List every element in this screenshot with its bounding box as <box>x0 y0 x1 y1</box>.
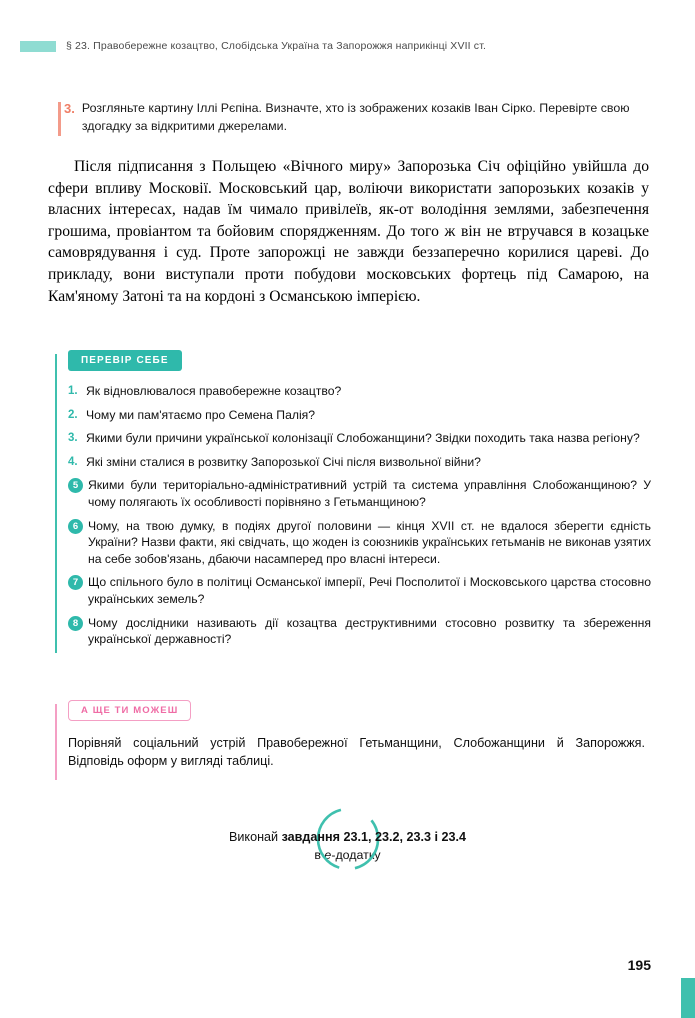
check-yourself-question-list <box>48 383 651 648</box>
check-yourself-tag: ПЕРЕВІР СЕБЕ <box>68 350 182 371</box>
footer-callout <box>0 806 695 864</box>
task-text: Розгляньте картину Іллі Рєпіна. Визначте, хто із зображених козаків Іван Сірко. Перевірте свою здогадку за відкритими джерелами. <box>81 101 630 133</box>
footer-callout-tasks: завдання 23.1, 23.2, 23.3 і 23.4 <box>281 830 467 844</box>
more-section <box>48 700 651 770</box>
running-head <box>20 40 655 52</box>
question-text: Чому дослідники називають дії козацтва деструктивними стосовно розвитку та збереження української державності? <box>88 615 651 647</box>
question-number: 7 <box>68 575 83 590</box>
page-number: 195 <box>627 957 651 973</box>
corner-bar-decoration <box>681 978 695 1018</box>
question-item <box>48 383 651 400</box>
question-item <box>48 407 651 424</box>
running-head-text: § 23. Правобережне козацтво, Слобідська Україна та Запорожжя наприкінці XVII ст. <box>66 40 487 52</box>
body-paragraph: Після підписання з Польщею «Вічного миру» Запорозька Січ офіційно увійшла до сфери впливу Московії. Московський цар, воліючи використати запорозьких козаків у власних інтересах, надав їм чимало привілеїв, як-от володіння землями, забезпечення грошима, провіантом та бойовим спорядженням. До того ж він не втручався в козацьке самоврядування і суд. Проте запорожці не завжди беззаперечно корилися цареві. До прикладу, вони виступали проти побудови московських фортець під Самарою, на Кам'яному Затоні та на кордоні з Османською імперією. <box>48 158 649 305</box>
task-number: 3. <box>64 101 75 116</box>
question-item <box>48 454 651 471</box>
check-yourself-section <box>48 350 651 655</box>
more-section-accent-rule <box>55 704 57 780</box>
question-number: 3. <box>68 432 78 445</box>
question-item <box>48 477 651 510</box>
task-accent-rule <box>58 102 61 136</box>
footer-callout-line2-prefix: в <box>314 848 325 862</box>
question-item <box>48 615 651 648</box>
question-number: 4. <box>68 455 78 468</box>
task-callout <box>64 100 647 135</box>
check-yourself-accent-rule <box>55 354 57 653</box>
question-item <box>48 430 651 447</box>
question-item <box>48 574 651 607</box>
question-item <box>48 518 651 568</box>
more-section-text: Порівняй соціальний устрій Правобережної Гетьманщини, Слобожанщини й Запорожжя. Відповідь оформ у вигляді таблиці. <box>68 736 645 768</box>
question-text: Які зміни сталися в розвитку Запорозької Січі після визвольної війни? <box>86 454 481 469</box>
question-text: Як відновлювалося правобережне козацтво? <box>86 384 342 398</box>
question-number: 5 <box>68 478 83 493</box>
question-number: 1. <box>68 385 78 397</box>
running-head-bar <box>20 41 56 52</box>
question-text: Якими були причини української колонізації Слобожанщини? Звідки походить така назва регіону? <box>86 431 640 446</box>
footer-callout-line2-italic: е <box>324 848 332 862</box>
footer-callout-line2-suffix: -додатку <box>331 848 381 862</box>
question-text: Чому, на твою думку, в подіях другої половини — кінця XVII ст. не вдалося зберегти єдність України? Назви факти, які свідчать, що жоден із союзників українських гетьманів не виконав узятих на себе зобов'язань, дбаючи насамперед про власні інтереси. <box>88 518 651 566</box>
question-text: Якими були територіально-адміністративний устрій та система управління Слобожанщиною? У чому полягають їх особливості порівняно з Гетьманщиною? <box>88 478 651 509</box>
question-number: 8 <box>68 616 83 631</box>
question-text: Що спільного було в політиці Османської імперії, Речі Посполитої і Московського царства стосовно українських земель? <box>88 575 651 606</box>
footer-callout-line1 <box>0 806 695 846</box>
question-number: 2. <box>68 408 78 421</box>
question-text: Чому ми пам'ятаємо про Семена Палія? <box>86 407 316 422</box>
more-section-tag: А ЩЕ ТИ МОЖЕШ <box>68 700 191 721</box>
footer-callout-prefix: Виконай <box>228 830 282 844</box>
question-number: 6 <box>68 519 83 534</box>
